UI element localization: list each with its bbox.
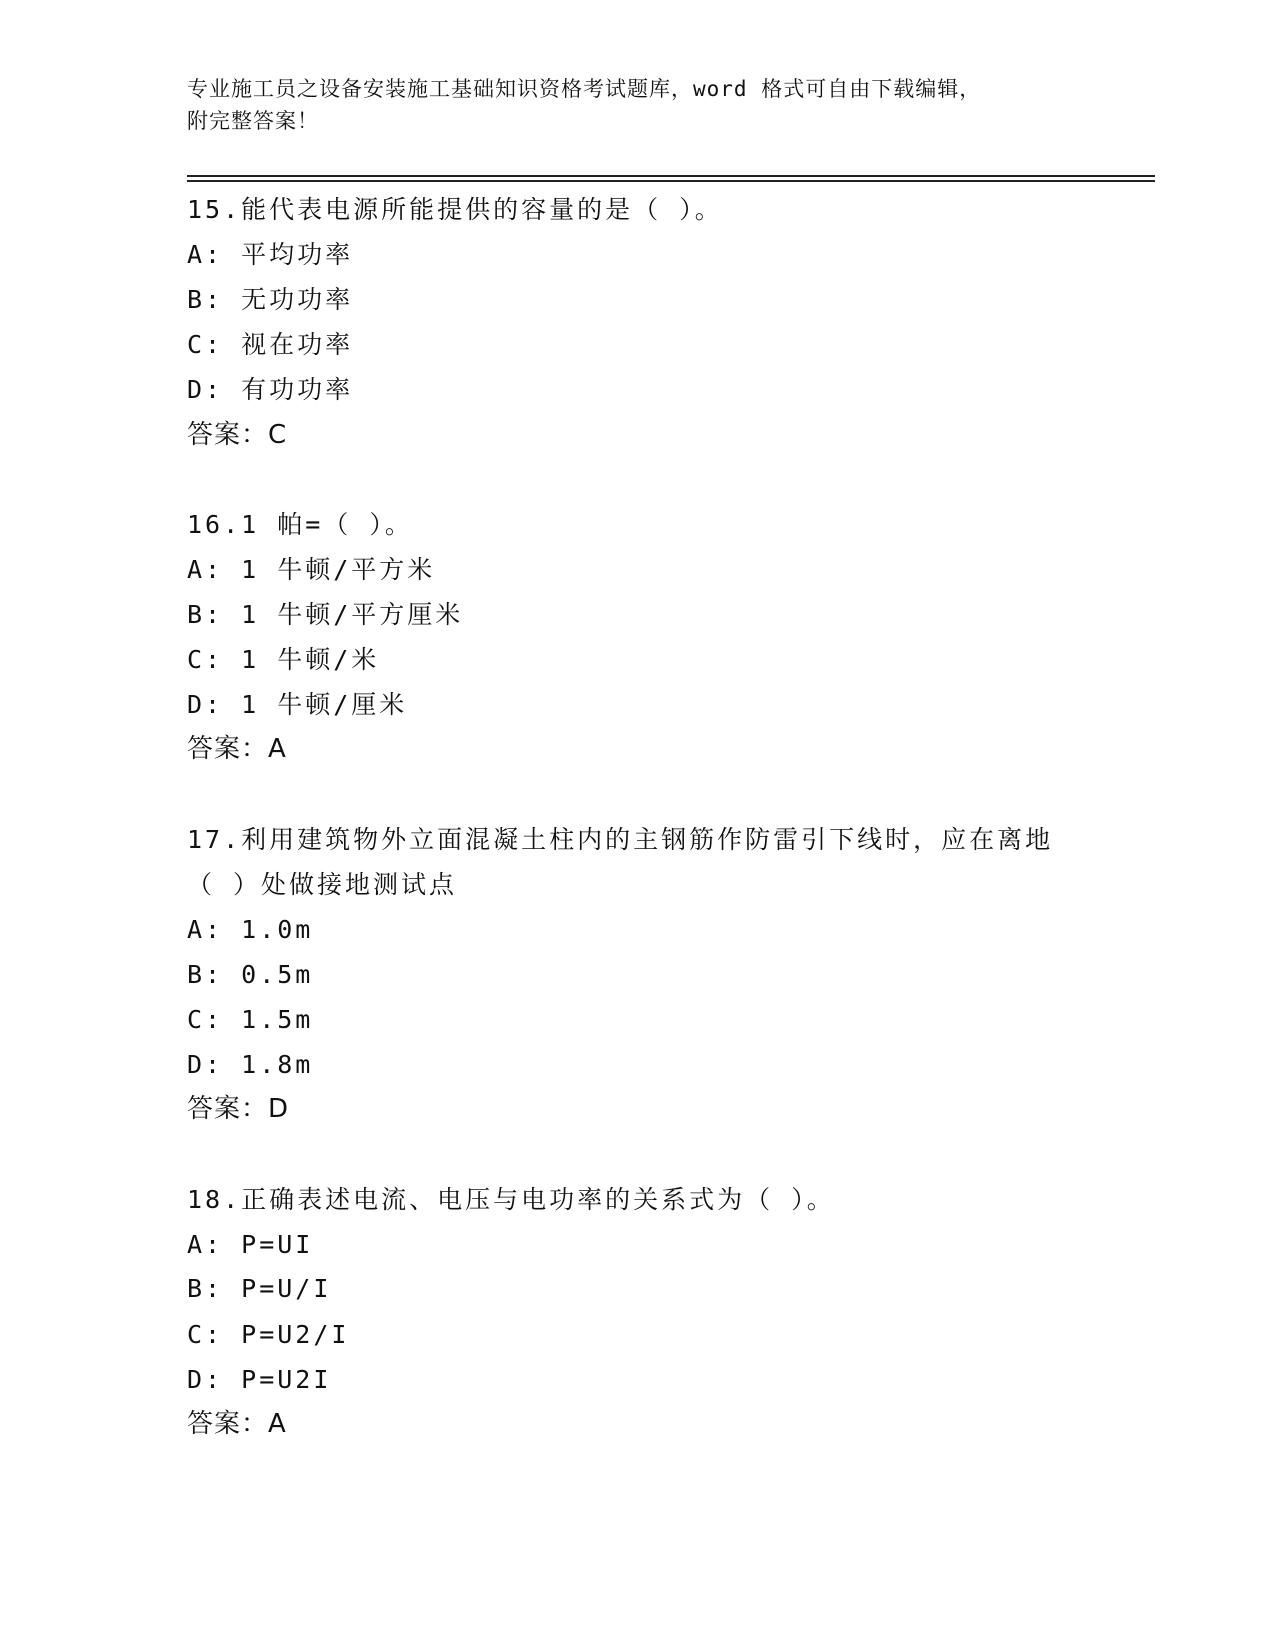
question-17-option-c: C: 1.5m	[187, 1005, 314, 1034]
question-17-option-a: A: 1.0m	[187, 915, 314, 944]
header-line-1: 专业施工员之设备安装施工基础知识资格考试题库，word 格式可自由下载编辑，	[187, 77, 982, 101]
question-18-stem: 18.正确表述电流、电压与电功率的关系式为（ ）。	[187, 1185, 835, 1214]
header-line-2: 附完整答案！	[187, 109, 319, 133]
question-16-option-d: D: 1 牛顿/厘米	[187, 690, 408, 719]
question-17-stem-continued: （ ）处做接地测试点	[187, 870, 458, 899]
question-16-option-b: B: 1 牛顿/平方厘米	[187, 600, 464, 629]
question-18-option-d: D: P=U2I	[187, 1365, 332, 1394]
question-16-option-a: A: 1 牛顿/平方米	[187, 555, 436, 584]
header-rule-bottom	[187, 180, 1155, 182]
question-18-option-c: C: P=U2/I	[187, 1320, 350, 1349]
question-16-stem: 16.1 帕=（ ）。	[187, 510, 413, 539]
question-18-option-b: B: P=U/I	[187, 1274, 332, 1303]
header-rule-top	[187, 175, 1155, 177]
question-17-answer: 答案：D	[187, 1094, 290, 1124]
question-18-answer: 答案：A	[187, 1409, 287, 1439]
question-15-option-a: A: 平均功率	[187, 240, 354, 269]
question-18-option-a: A: P=UI	[187, 1230, 314, 1259]
question-15-stem: 15.能代表电源所能提供的容量的是（ ）。	[187, 195, 723, 224]
question-17-option-b: B: 0.5m	[187, 960, 314, 989]
question-15-option-d: D: 有功功率	[187, 375, 354, 404]
question-16-answer: 答案：A	[187, 734, 287, 764]
question-17-option-d: D: 1.8m	[187, 1050, 314, 1079]
question-15-option-b: B: 无功功率	[187, 285, 354, 314]
question-15-answer: 答案：C	[187, 420, 288, 450]
question-15-option-c: C: 视在功率	[187, 330, 354, 359]
question-17-stem: 17.利用建筑物外立面混凝土柱内的主钢筋作防雷引下线时，应在离地	[187, 825, 1054, 854]
question-16-option-c: C: 1 牛顿/米	[187, 645, 380, 674]
